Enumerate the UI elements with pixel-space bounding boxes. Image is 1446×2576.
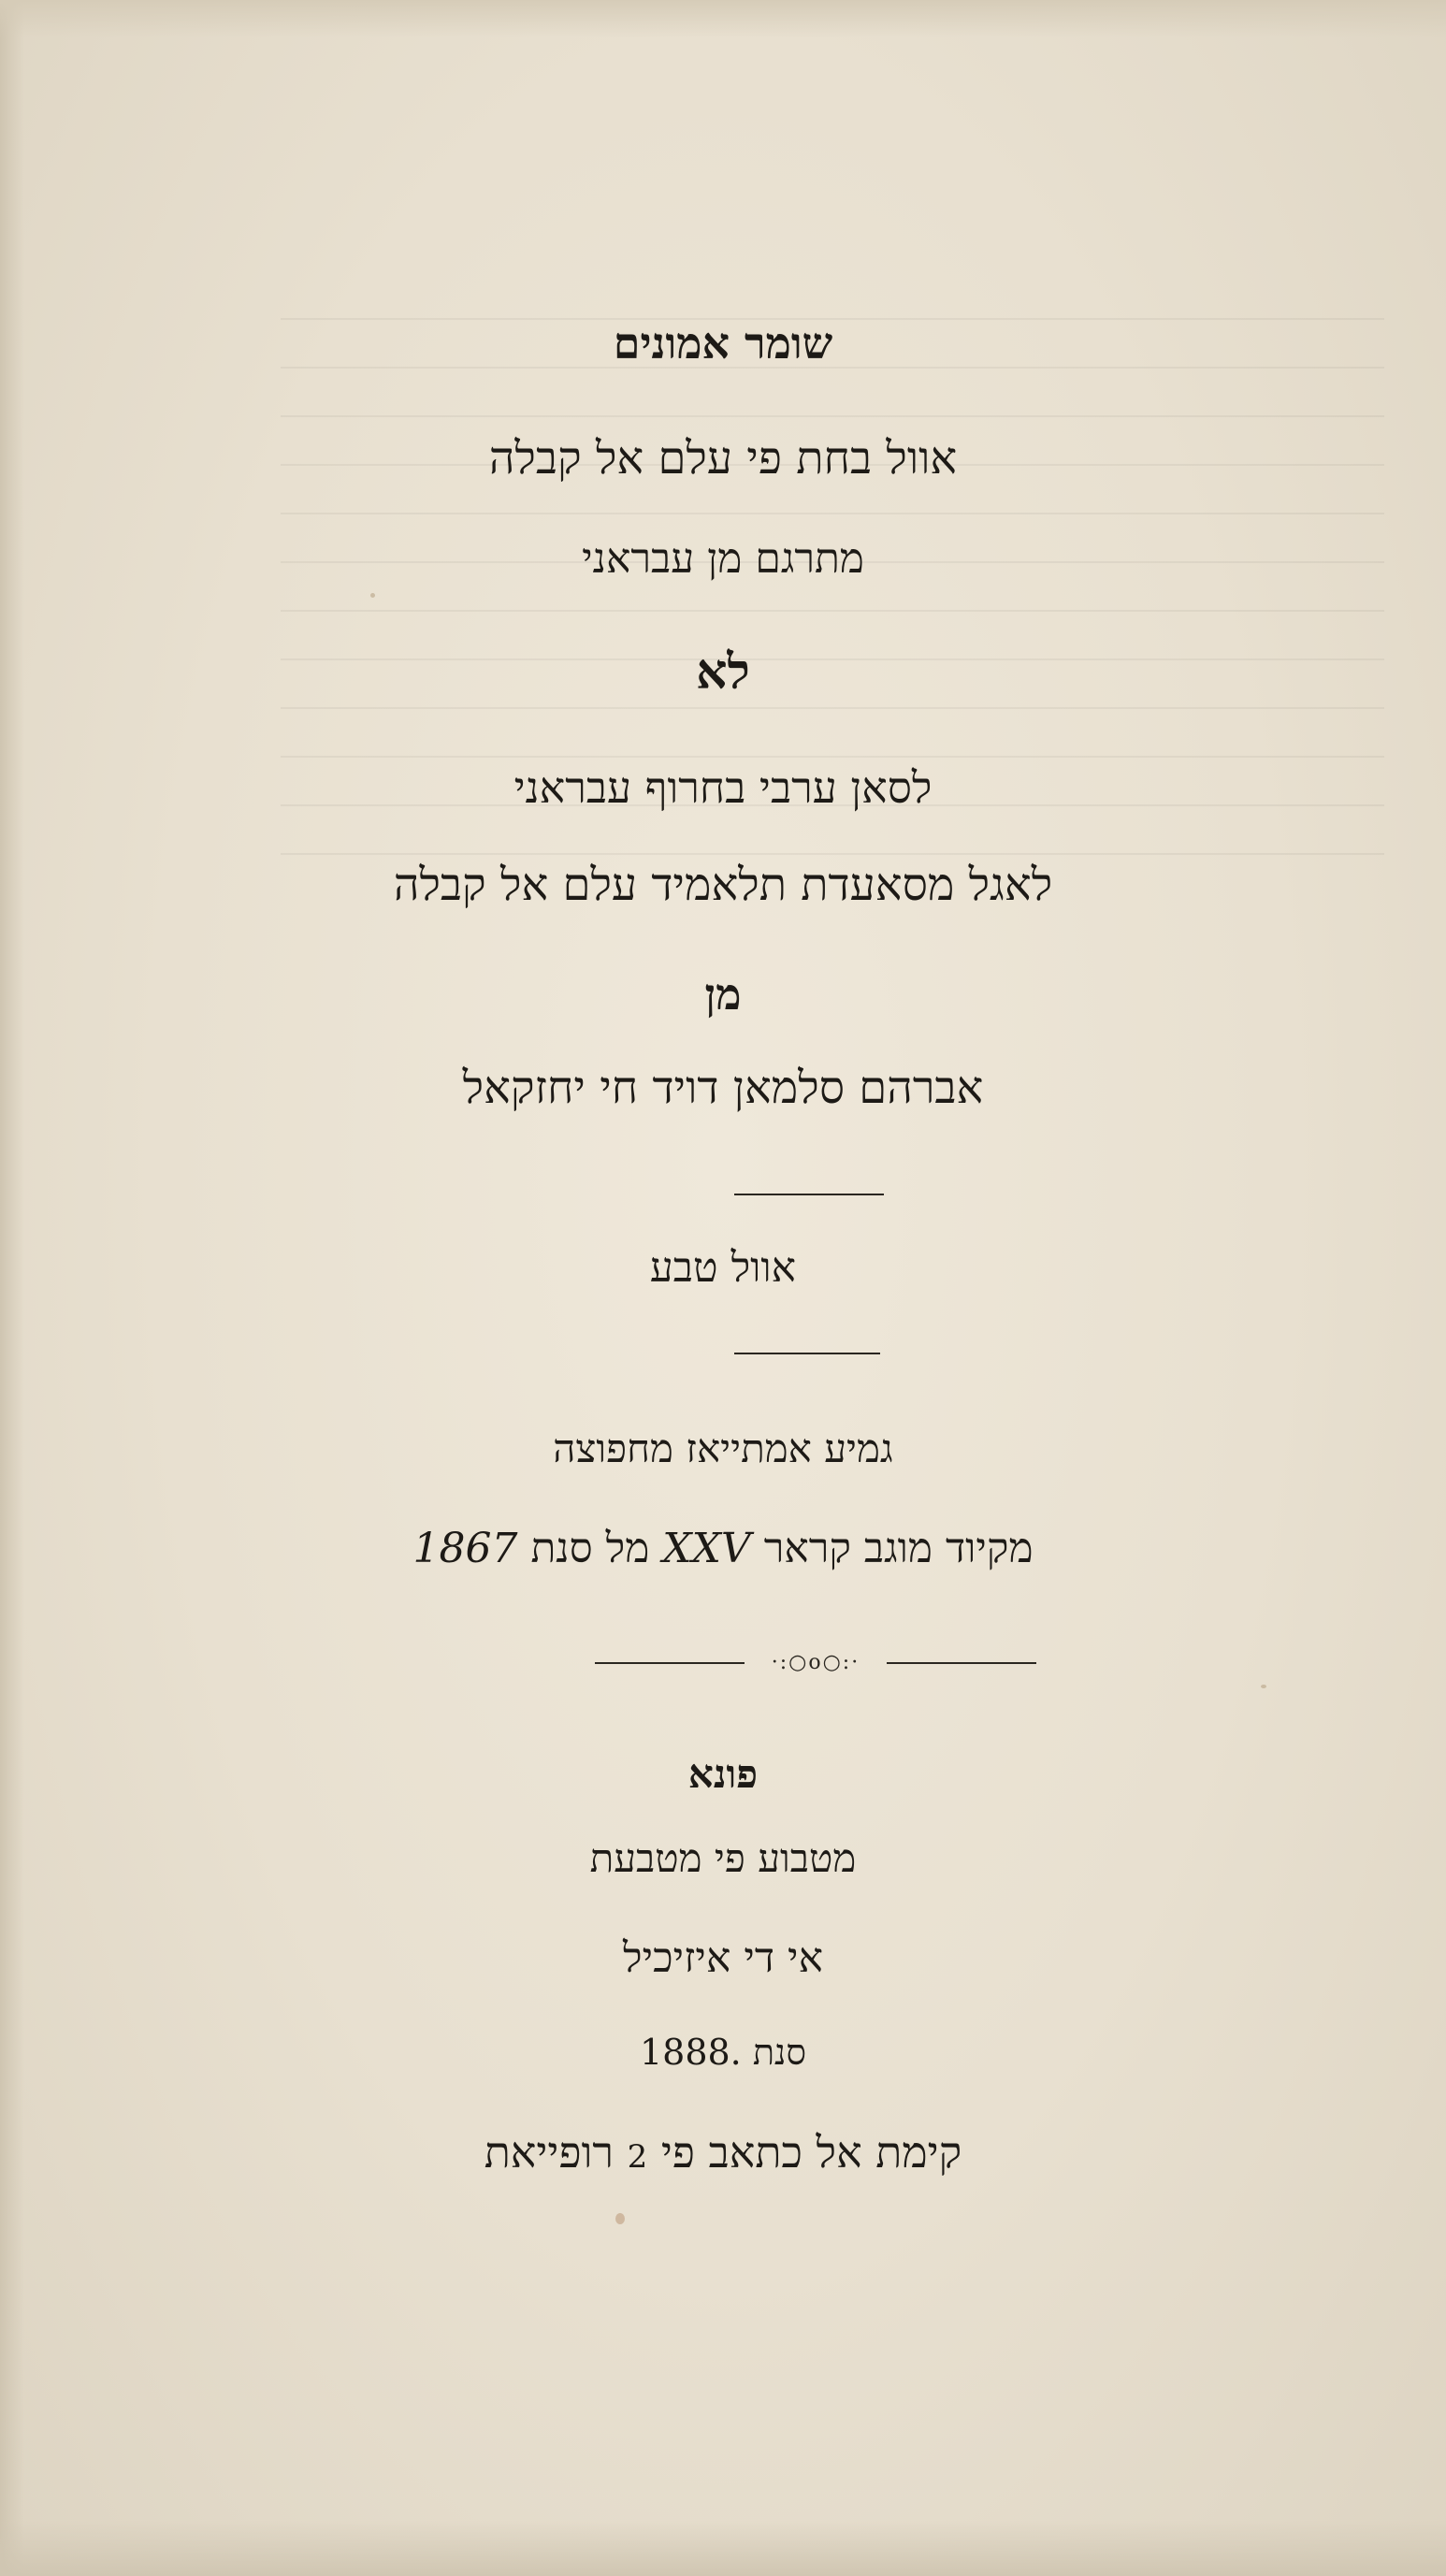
printer-name: אי די איזיכיל [623, 1934, 823, 1982]
from-line: מן [704, 969, 742, 1020]
page-edge-shadow-top [0, 0, 1446, 37]
conjunction-line: לא [696, 644, 750, 701]
price-text-2: רופייאת [484, 2127, 614, 2178]
divider-rule-top [734, 1194, 884, 1195]
law-number: XXV [662, 1525, 751, 1572]
language-note: לסאן ערבי בחרוף עבראני [513, 762, 933, 813]
purpose-line: לאגל מסאעדת תלאמיד עלם אל קבלה [393, 859, 1053, 911]
printed-at-line: מטבוע פי מטבעת [589, 1835, 857, 1881]
year-line [0, 2032, 1446, 2074]
author-name: אברהם סלמאן דויד חי יחזקאל [462, 1062, 984, 1114]
divider-rule-bottom [734, 1353, 880, 1354]
year-label: סנת [752, 2032, 807, 2073]
edition-line: אוול טבע [649, 1244, 797, 1292]
price-number: 2 [627, 2138, 648, 2176]
law-year: 1867 [412, 1525, 518, 1572]
price-line [0, 2127, 1446, 2178]
city-name: פונא [687, 1751, 759, 1797]
year-value: 1888. [639, 2032, 742, 2073]
ink-spot [370, 593, 375, 598]
ornament-glyphs: ·:○o○:· [771, 1651, 860, 1674]
price-text-1: קימת אל כתאב פי [660, 2127, 962, 2178]
page-edge-shadow-bottom [0, 2520, 1446, 2576]
law-text: מקיוד מוגב קראר [763, 1525, 1034, 1572]
decorative-ornament-rule [595, 1646, 1036, 1680]
subtitle-line-2: מתרגם מן עבראני [582, 535, 864, 583]
law-of-year: מל סנת [530, 1525, 650, 1572]
ink-spot [1261, 1685, 1266, 1688]
rights-reserved-line: גמיע אמתייאז מחפוצה [553, 1425, 893, 1471]
law-reference-line [0, 1525, 1446, 1572]
foxing-spot [615, 2213, 625, 2224]
book-title: שומר אמונים [613, 318, 833, 369]
subtitle-line-1: אוול בחת פי עלם אל קבלה [488, 432, 958, 485]
